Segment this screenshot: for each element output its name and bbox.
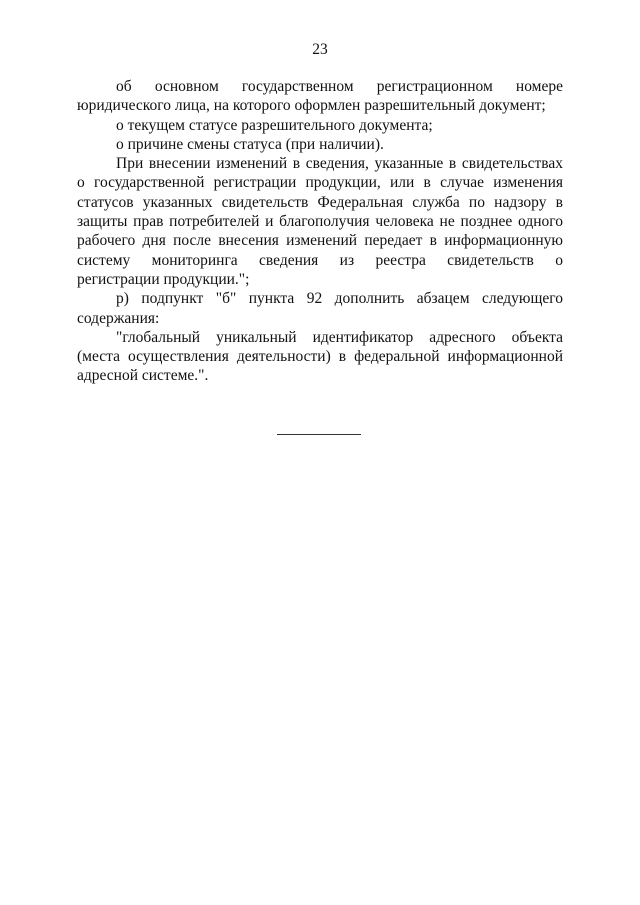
paragraph-status-change-reason — [77, 135, 563, 154]
text-line: содержания: — [77, 309, 160, 327]
text-line: рабочего дня после внесения изменений передает в информационную — [77, 232, 563, 250]
text-line: о государственной регистрации продукции, или в случае изменения — [77, 174, 563, 192]
text-line: систему мониторинга сведения из реестра свидетельств о — [77, 251, 563, 269]
paragraph-subclause-r — [77, 289, 563, 328]
text-line: "глобальный уникальный идентификатор адресного объекта — [116, 328, 563, 346]
text-line: об основном государственном регистрационном номере — [116, 78, 563, 95]
document-body — [77, 77, 563, 386]
paragraph-global-identifier — [77, 328, 563, 386]
text-line: о причине смены статуса (при наличии). — [116, 135, 384, 153]
text-line: адресной системе.". — [77, 367, 209, 385]
text-line: (места осуществления деятельности) в федеральной информационной — [77, 348, 563, 366]
text-line: р) подпункт "б" пункта 92 дополнить абзацем следующего — [116, 290, 563, 308]
text-line: защиты прав потребителей и благополучия человека не позднее одного — [77, 213, 563, 231]
text-line: регистрации продукции."; — [77, 270, 250, 288]
end-separator-line — [277, 434, 361, 435]
text-line: статусов указанных свидетельств Федеральная служба по надзору в — [77, 193, 563, 211]
paragraph-current-status — [77, 116, 563, 135]
text-line: юридического лица, на которого оформлен разрешительный документ; — [77, 97, 546, 115]
page-number: 23 — [312, 41, 328, 58]
text-line: При внесении изменений в сведения, указанные в свидетельствах — [116, 155, 563, 173]
text-line: о текущем статусе разрешительного документа; — [116, 116, 433, 134]
paragraph-changes-in-certificates — [77, 154, 563, 289]
paragraph-registration-number — [77, 77, 563, 116]
